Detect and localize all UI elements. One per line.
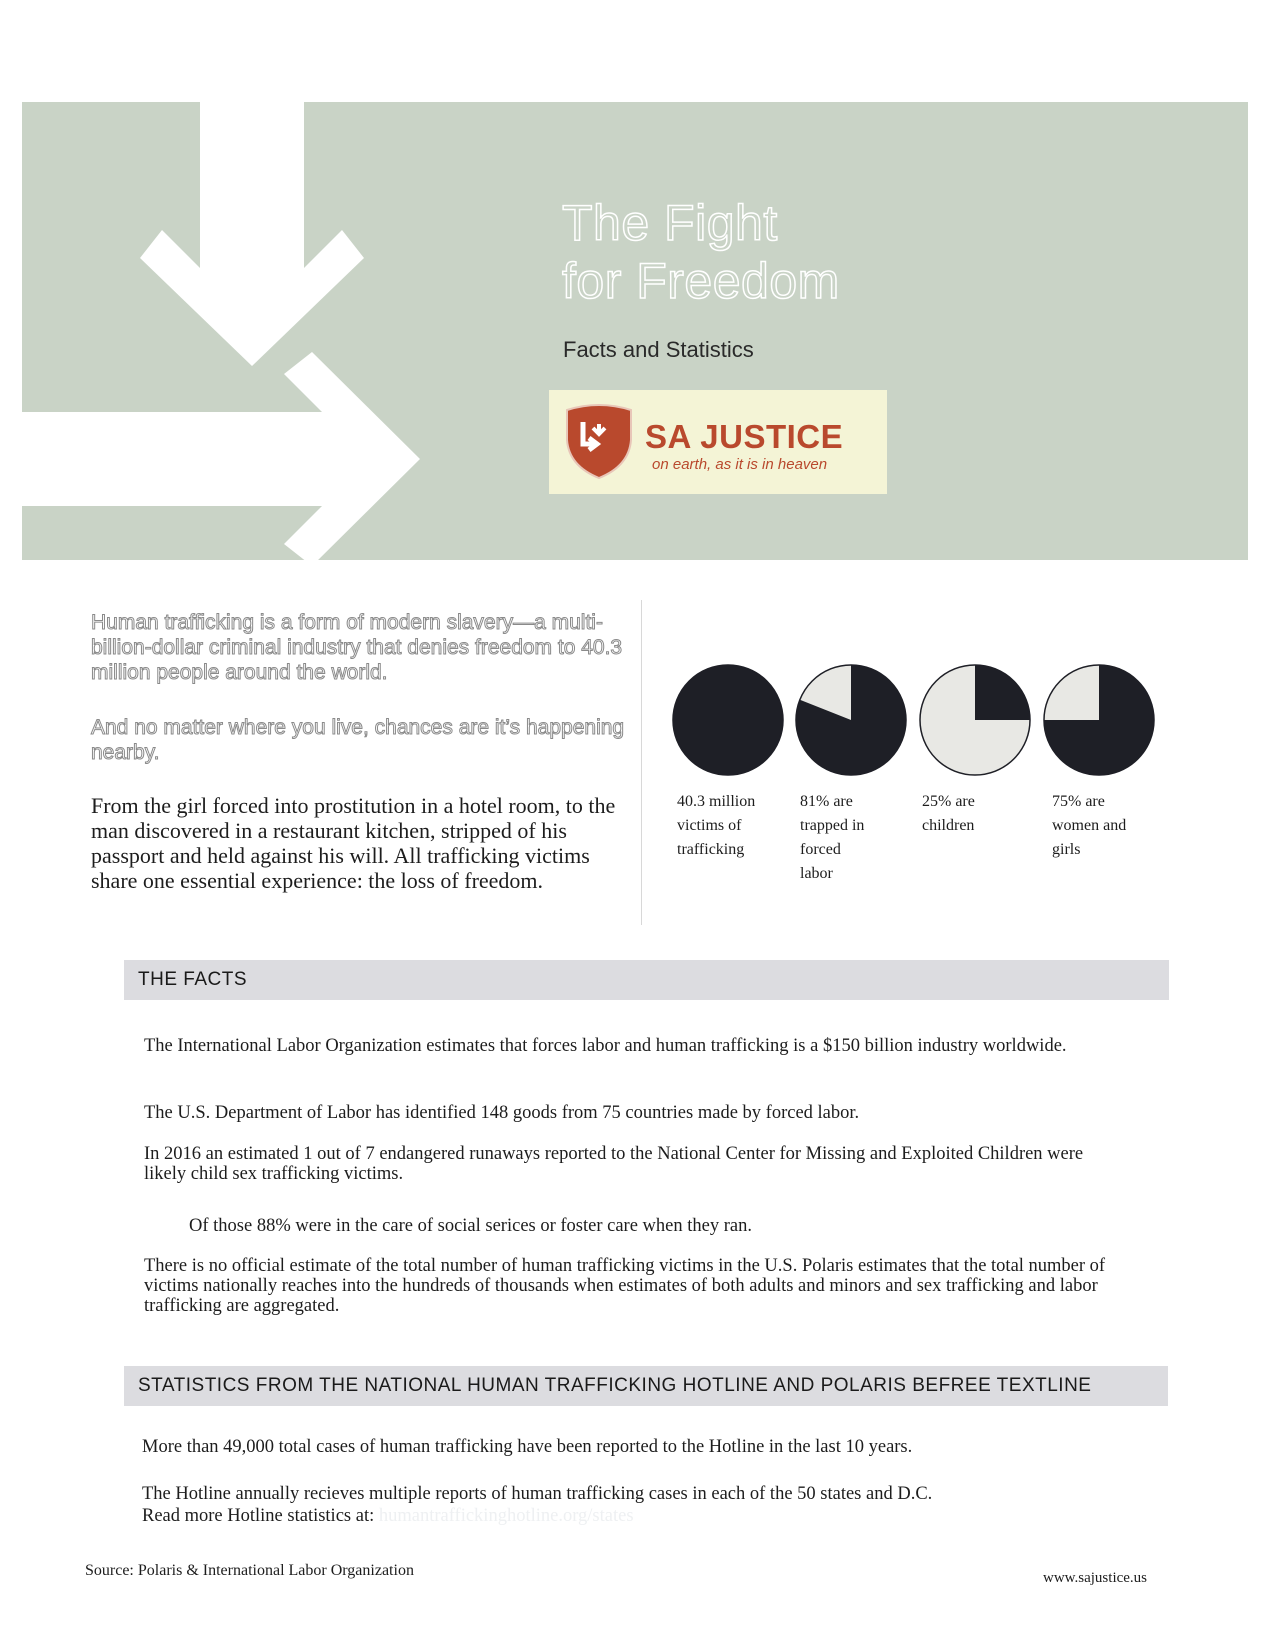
pie-slice (975, 665, 1030, 720)
pie-children (917, 662, 1033, 778)
pie-victims (670, 662, 786, 778)
stat-item-3 (142, 1506, 1142, 1526)
pie-label-forced-labor: 81% are trapped in forced labor (800, 793, 865, 882)
header-banner (22, 102, 1248, 560)
pie-women-girls (1041, 662, 1157, 778)
hotline-link[interactable]: humantraffickinghotline.org/states (378, 1506, 634, 1526)
fact-item-4: Of those 88% were in the care of social serices or foster care when they ran. (189, 1216, 752, 1236)
banner-title-line2: for Freedom (562, 253, 840, 309)
shield-icon (563, 404, 635, 480)
column-divider (641, 600, 642, 925)
intro-story: From the girl forced into prostitution in a hotel room, to the man discovered in a restaurant kitchen, stripped of his passport and held against his will. All trafficking victims share one essential experience: the loss of freedom. (91, 793, 616, 893)
source-note: Source: Polaris & International Labor Organization (85, 1562, 414, 1579)
website-link[interactable]: www.sajustice.us (1043, 1570, 1148, 1586)
stat-item-3-text: Read more Hotline statistics at: (142, 1506, 375, 1526)
intro-lead-2: And no matter where you live, chances are it’s happening nearby. (91, 716, 625, 764)
logo-tagline: on earth, as it is in heaven (652, 456, 828, 473)
pie-label-children: 25% are children (922, 793, 975, 834)
stat-item-1: More than 49,000 total cases of human trafficking have been reported to the Hotline in the last 10 years. (142, 1437, 913, 1457)
pie-background (673, 665, 783, 775)
banner-title-line1: The Fight (562, 195, 778, 251)
pie-label-victims: 40.3 million victims of trafficking (677, 793, 756, 858)
fact-item-2: The U.S. Department of Labor has identified 148 goods from 75 countries made by forced labor. (144, 1103, 860, 1123)
pie-forced-labor (793, 662, 909, 778)
fact-item-3: In 2016 an estimated 1 out of 7 endangered runaways reported to the National Center for Missing and Exploited Children were likely child sex trafficking victims. (144, 1144, 1084, 1184)
fact-item-1: The International Labor Organization estimates that forces labor and human trafficking is a $150 billion industry worldwide. (144, 1036, 1067, 1056)
stats-heading: STATISTICS FROM THE NATIONAL HUMAN TRAFFICKING HOTLINE AND POLARIS BEFREE TEXTLINE (124, 1366, 1168, 1406)
fact-item-5: There is no official estimate of the total number of human trafficking victims in the U.S. Polaris estimates that the total number of victims nationally reaches into the hundreds of thousands when estimates of both adults and minors and sex trafficking and labor trafficking are aggregated. (144, 1256, 1106, 1316)
stat-item-2: The Hotline annually recieves multiple reports of human trafficking cases in each of the 50 states and D.C. (142, 1484, 933, 1504)
facts-heading: THE FACTS (124, 960, 1169, 1000)
sa-justice-logo (549, 390, 887, 494)
logo-name: SA JUSTICE (645, 418, 844, 455)
arrows-graphic (22, 102, 482, 560)
pie-label-women-girls: 75% are women and girls (1052, 793, 1127, 858)
intro-lead: Human trafficking is a form of modern slavery—a multi-billion-dollar criminal industry that denies freedom to 40.3 million people around the world. (91, 611, 623, 684)
banner-subtitle: Facts and Statistics (563, 337, 754, 362)
